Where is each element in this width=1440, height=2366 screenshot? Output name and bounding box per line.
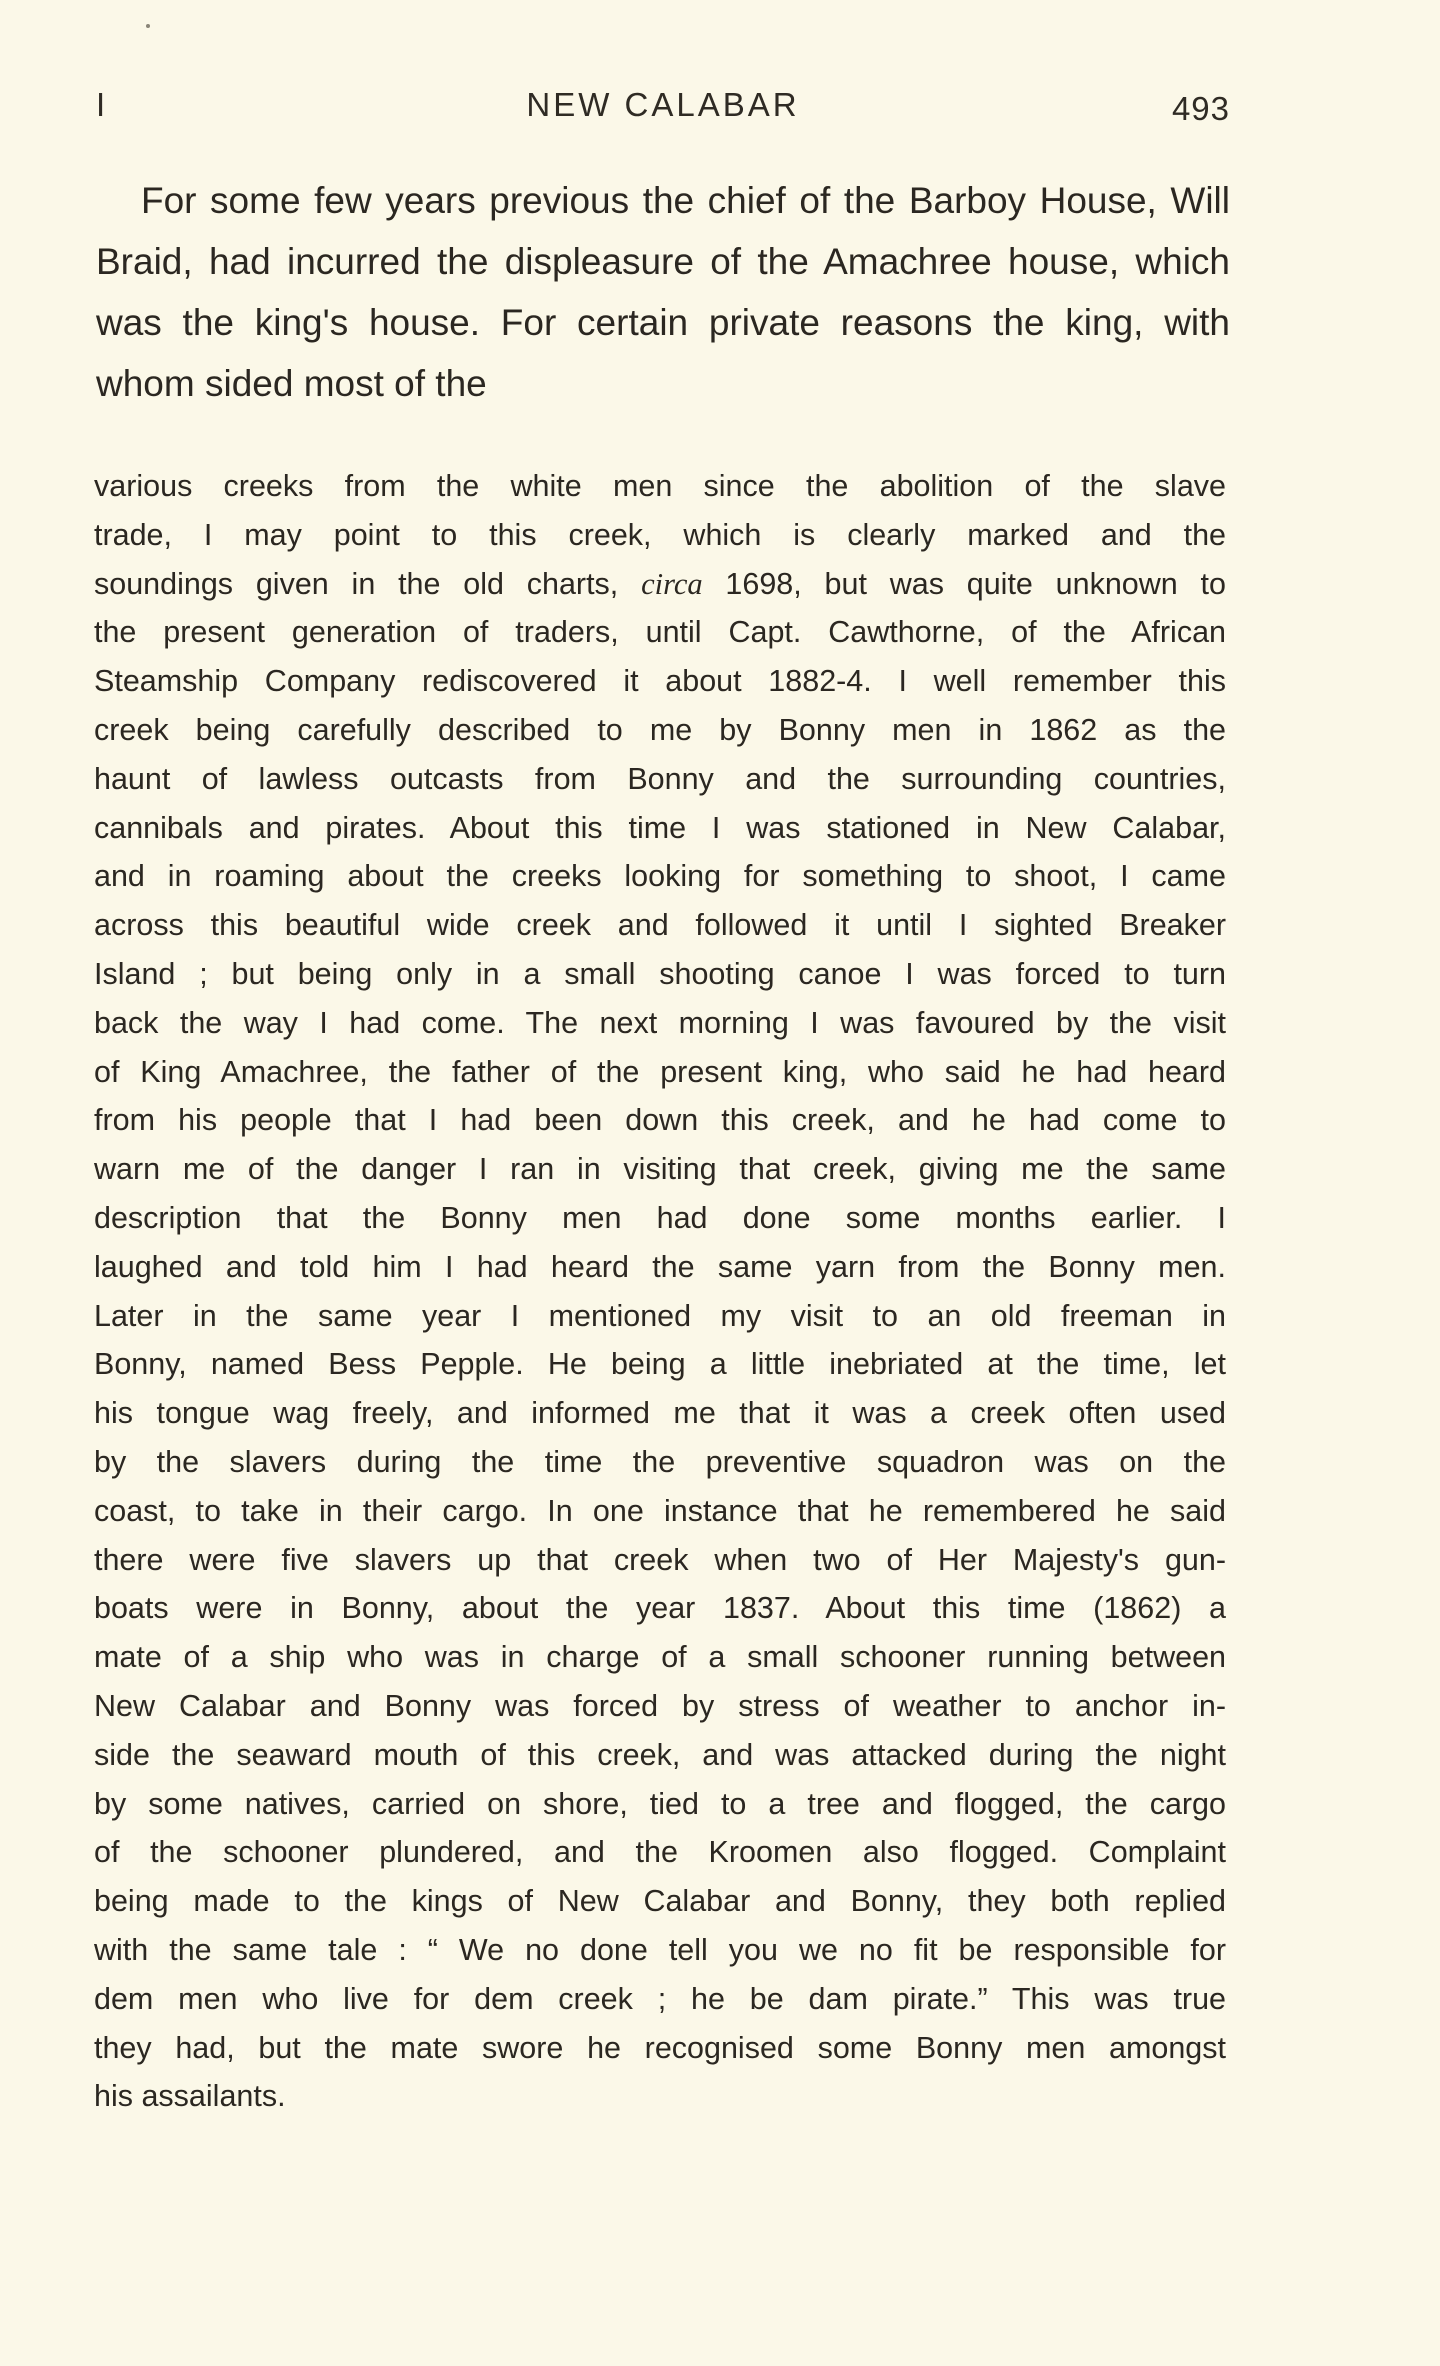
footnote-line: Later in the same year I mentioned my visit to an old freeman in xyxy=(94,1298,1226,1333)
footnote-line: cannibals and pirates. About this time I was stationed in New Calabar, xyxy=(94,810,1226,845)
footnote-line: various creeks from the white men since the abolition of the slave xyxy=(94,469,1226,503)
footnote-line: his tongue wag freely, and informed me that it was a creek often used xyxy=(94,1396,1226,1431)
footnote-line: trade, I may point to this creek, which is clearly marked and the xyxy=(94,517,1226,552)
footnote-line: of King Amachree, the father of the present king, who said he had heard xyxy=(94,1054,1226,1089)
footnote-line: laughed and told him I had heard the same yarn from the Bonny men. xyxy=(94,1249,1226,1284)
footnote-italic-term: circa xyxy=(641,566,703,601)
footnote-line xyxy=(94,560,1226,609)
page-number: 493 xyxy=(1171,90,1230,127)
main-paragraph: For some few years previous the chief of the Barboy House, Will Braid, had incurred the displeasure of the Amachree house, which was the king's house. For certain private reasons the king, with whom sided most of the xyxy=(96,180,1230,404)
footnote-line: mate of a ship who was in charge of a small schooner running between xyxy=(94,1640,1226,1675)
footnote-line: Steamship Company rediscovered it about 1882-4. I well remember this xyxy=(94,664,1226,699)
footnote-line: with the same tale : “ We no done tell you we no fit be responsible for xyxy=(94,1932,1226,1967)
footnote-line: back the way I had come. The next morning I was favoured by the visit xyxy=(94,1005,1226,1040)
chapter-numeral: I xyxy=(96,86,108,123)
running-title: NEW CALABAR xyxy=(526,86,800,123)
footnote-line: side the seaward mouth of this creek, and was attacked during the night xyxy=(94,1737,1226,1772)
footnote-line-text: soundings given in the old charts, xyxy=(94,566,642,601)
footnote-line: and in roaming about the creeks looking for something to shoot, I came xyxy=(94,859,1226,894)
footnote-line: creek being carefully described to me by Bonny men in 1862 as the xyxy=(94,712,1226,747)
main-text-block xyxy=(96,170,1230,414)
footnote-line: warn me of the danger I ran in visiting that creek, giving me the same xyxy=(94,1152,1226,1187)
footnote-line: dem men who live for dem creek ; he be dam pirate.” This was true xyxy=(94,1981,1226,2016)
page-speck xyxy=(146,24,150,28)
footnote-line: boats were in Bonny, about the year 1837. About this time (1862) a xyxy=(94,1591,1226,1626)
footnote-line: Bonny, named Bess Pepple. He being a little inebriated at the time, let xyxy=(94,1347,1226,1382)
footnote-line: description that the Bonny men had done some months earlier. I xyxy=(94,1200,1226,1235)
footnote-block xyxy=(94,462,1226,2121)
footnote-line: haunt of lawless outcasts from Bonny and the surrounding countries, xyxy=(94,761,1226,796)
footnote-line: Island ; but being only in a small shooting canoe I was forced to turn xyxy=(94,956,1226,991)
footnote-line: from his people that I had been down this creek, and he had come to xyxy=(94,1103,1226,1138)
footnote-line: coast, to take in their cargo. In one instance that he remembered he said xyxy=(94,1493,1226,1528)
footnote-line: of the schooner plundered, and the Kroomen also flogged. Complaint xyxy=(94,1835,1226,1870)
footnote-line: the present generation of traders, until Capt. Cawthorne, of the African xyxy=(94,615,1226,650)
footnote-line: by some natives, carried on shore, tied to a tree and flogged, the cargo xyxy=(94,1786,1226,1821)
footnote-line: New Calabar and Bonny was forced by stress of weather to anchor in- xyxy=(94,1688,1226,1723)
footnote-line: by the slavers during the time the preventive squadron was on the xyxy=(94,1444,1226,1479)
footnote-line: they had, but the mate swore he recognised some Bonny men amongst xyxy=(94,2030,1226,2065)
footnote-line: across this beautiful wide creek and followed it until I sighted Breaker xyxy=(94,908,1226,943)
footnote-line: there were five slavers up that creek when two of Her Majesty's gun- xyxy=(94,1542,1226,1577)
running-header xyxy=(96,86,1230,136)
footnote-line-text: 1698, but was quite unknown to xyxy=(702,566,1226,601)
footnote-line: his assailants. xyxy=(94,2079,286,2114)
footnote-line: being made to the kings of New Calabar and Bonny, they both replied xyxy=(94,1884,1226,1919)
